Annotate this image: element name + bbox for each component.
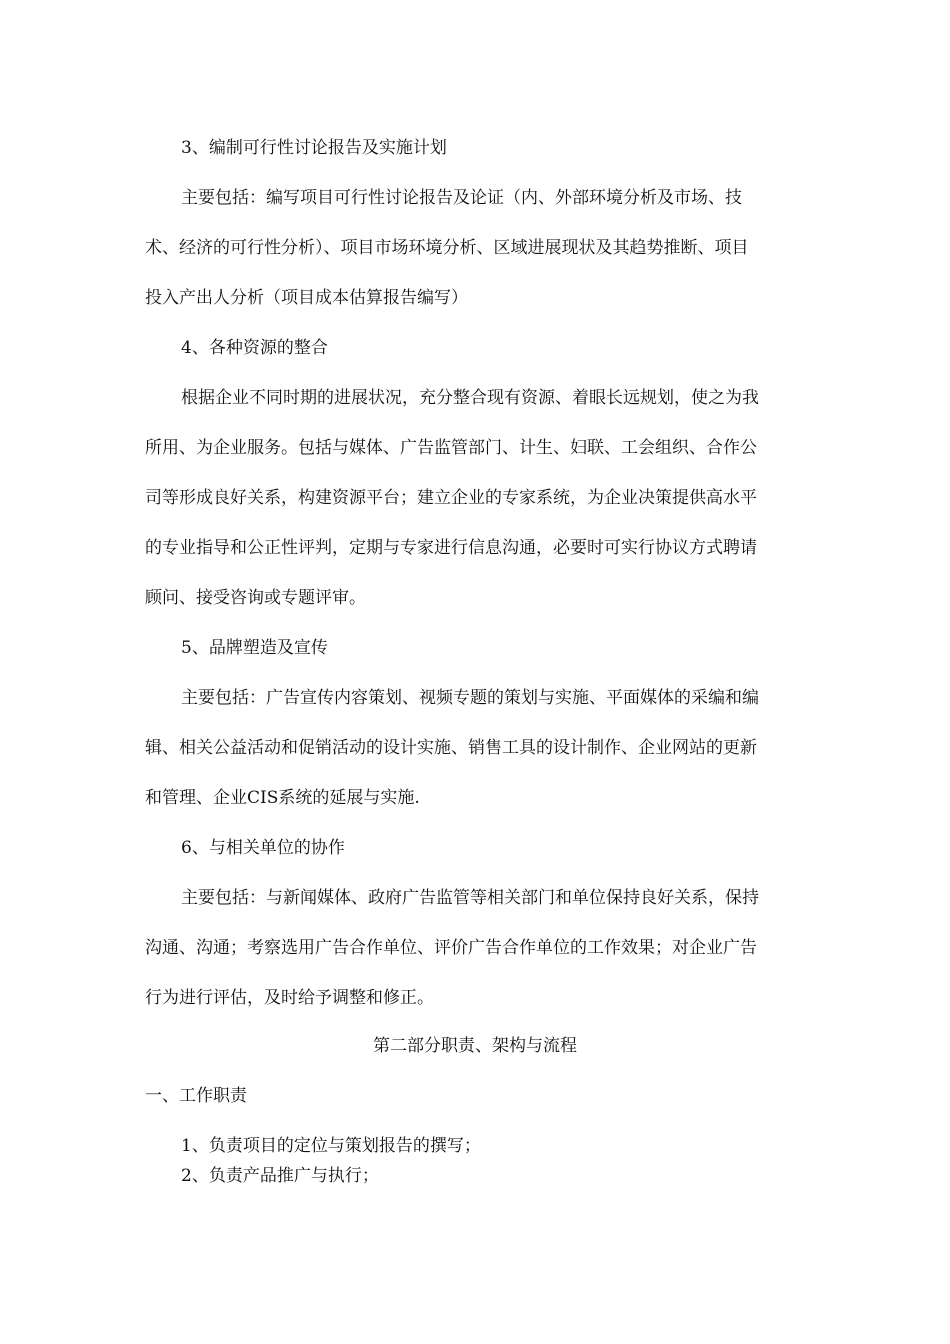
paragraph-line: 主要包括：广告宣传内容策划、视频专题的策划与实施、平面媒体的采编和编 [181, 688, 759, 708]
paragraph-line: 和管理、企业CIS系统的延展与实施. [145, 788, 420, 808]
paragraph-line: 顾问、接受咨询或专题评审。 [145, 588, 366, 608]
paragraph-line: 根据企业不同时期的进展状况，充分整合现有资源、着眼长远规划，使之为我 [181, 388, 759, 408]
paragraph-line: 主要包括：与新闻媒体、政府广告监管等相关部门和单位保持良好关系，保持 [181, 888, 759, 908]
paragraph-line: 主要包括：编写项目可行性讨论报告及论证（内、外部环境分析及市场、技 [181, 188, 742, 208]
section-6-heading: 6、与相关单位的协作 [181, 838, 345, 858]
paragraph-line: 司等形成良好关系，构建资源平台；建立企业的专家系统，为企业决策提供高水平 [145, 488, 757, 508]
part-two-title: 第二部分职责、架构与流程 [373, 1036, 577, 1056]
paragraph-line: 术、经济的可行性分析）、项目市场环境分析、区域进展现状及其趋势推断、项目 [145, 238, 749, 258]
paragraph-line: 沟通、沟通；考察选用广告合作单位、评价广告合作单位的工作效果；对企业广告 [145, 938, 757, 958]
paragraph-line: 行为进行评估，及时给予调整和修正。 [145, 988, 434, 1008]
list-item: 1、负责项目的定位与策划报告的撰写； [181, 1136, 481, 1156]
paragraph-line: 投入产出人分析（项目成本估算报告编写） [145, 288, 468, 308]
section-4-heading: 4、各种资源的整合 [181, 338, 328, 358]
section-5-heading: 5、品牌塑造及宣传 [181, 638, 328, 658]
list-item: 2、负责产品推广与执行； [181, 1166, 379, 1186]
paragraph-line: 辑、相关公益活动和促销活动的设计实施、销售工具的设计制作、企业网站的更新 [145, 738, 757, 758]
section-3-heading: 3、编制可行性讨论报告及实施计划 [181, 138, 447, 158]
paragraph-line: 的专业指导和公正性评判，定期与专家进行信息沟通，必要时可实行协议方式聘请 [145, 538, 757, 558]
part-two-subheading: 一、工作职责 [145, 1086, 247, 1106]
paragraph-line: 所用、为企业服务。包括与媒体、广告监管部门、计生、妇联、工会组织、合作公 [145, 438, 757, 458]
